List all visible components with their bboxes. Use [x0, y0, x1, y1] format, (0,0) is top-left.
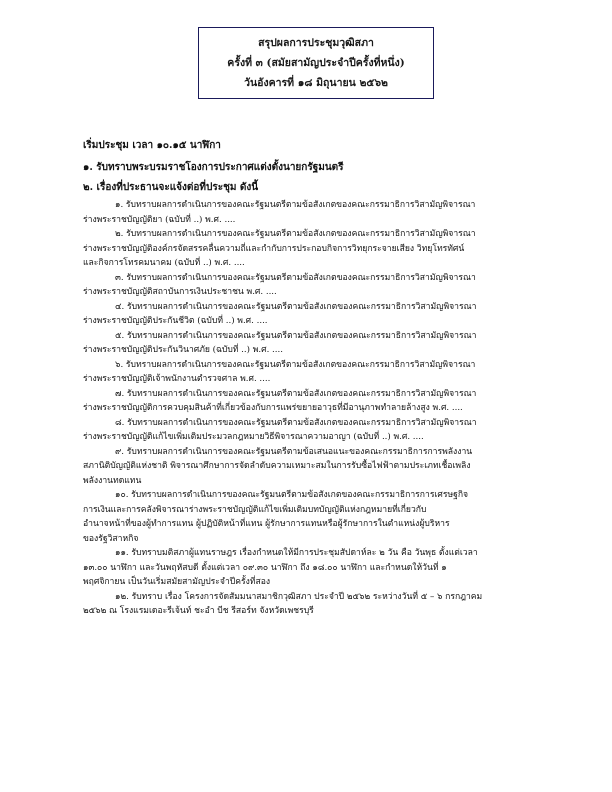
list-item: [83, 329, 533, 358]
list-item: [83, 198, 533, 227]
item-line: และกิจการโทรคมนาคม (ฉบับที่ ..) พ.ศ. ....: [83, 258, 245, 268]
item-line: ๔. รับทราบผลการดำเนินการของคณะรัฐมนตรีตามข้อสังเกตของคณะกรรมาธิการวิสามัญพิจารณา: [115, 301, 477, 312]
start-time: เริ่มประชุม เวลา ๑๐.๑๕ นาฬิกา: [83, 140, 221, 151]
item-line: ๑๓.๐๐ นาฬิกา และวันพฤหัสบดี ตั้งแต่เวลา ๐๙.๓๐ นาฬิกา ถึง ๑๘.๐๐ นาฬิกา และกำหนดให้วันที่ ๑: [83, 562, 447, 573]
item-line: ๑๐. รับทราบผลการดำเนินการของคณะรัฐมนตรีตามข้อสังเกตของคณะกรรมาธิการการเศรษฐกิจ: [115, 490, 469, 500]
section-1-heading: ๑. รับทราบพระบรมราชโองการประกาศแต่งตั้งนายกรัฐมนตรี: [83, 162, 344, 173]
list-item: [83, 488, 533, 546]
item-line: ร่างพระราชบัญญัติองค์กรจัดสรรคลื่นความถี่และกำกับการประกอบกิจการวิทยุกระจายเสียง วิทยุโทรทัศน์: [83, 243, 465, 254]
item-line: ๗. รับทราบผลการดำเนินการของคณะรัฐมนตรีตามข้อสังเกตของคณะกรรมาธิการวิสามัญพิจารณา: [115, 388, 477, 399]
list-item: [83, 358, 533, 387]
list-item: [83, 546, 533, 590]
title-line-3: วันอังคารที่ ๑๘ มิถุนายน ๒๕๖๒: [244, 77, 388, 89]
item-line: ๑๒. รับทราบ เรื่อง โครงการจัดสัมมนาสมาชิกวุฒิสภา ประจำปี ๒๕๖๒ ระหว่างวันที่ ๕ – ๖ กรกฎาคม: [115, 591, 483, 602]
list-item: [83, 416, 533, 445]
item-line: พลังงานทดแทน: [83, 475, 142, 486]
item-line: ร่างพระราชบัญญัติประกันชีวิต (ฉบับที่ ..) พ.ศ. ....: [83, 316, 268, 326]
item-line: ๖. รับทราบผลการดำเนินการของคณะรัฐมนตรีตามข้อสังเกตของคณะกรรมาธิการวิสามัญพิจารณา: [115, 359, 476, 370]
title-line-2: ครั้งที่ ๓ (สมัยสามัญประจำปีครั้งที่หนึ่ง): [227, 57, 405, 69]
item-line: ร่างพระราชบัญญัติยา (ฉบับที่ ..) พ.ศ. ....: [83, 214, 236, 225]
item-line: อำนาจหน้าที่ของผู้ทำการแทน ผู้ปฏิบัติหน้าที่แทน ผู้รักษาการแทนหรือผู้รักษาการในตำแหน่งผู้บริหาร: [83, 519, 450, 529]
list-item: [83, 590, 533, 619]
item-line: ร่างพระราชบัญญัติประกันวินาศภัย (ฉบับที่ ..) พ.ศ. ....: [83, 345, 283, 355]
item-line: ๕. รับทราบผลการดำเนินการของคณะรัฐมนตรีตามข้อสังเกตของคณะกรรมาธิการวิสามัญพิจารณา: [115, 330, 477, 341]
item-line: ของรัฐวิสาหกิจ: [83, 533, 139, 544]
title-box: [198, 27, 434, 99]
section-2-heading: ๒. เรื่องที่ประธานจะแจ้งต่อที่ประชุม ดังนี้: [83, 182, 259, 193]
item-line: ร่างพระราชบัญญัติแก้ไขเพิ่มเติมประมวลกฎหมายวิธีพิจารณาความอาญา (ฉบับที่ ..) พ.ศ. ....: [83, 432, 424, 442]
item-line: ๒. รับทราบผลการดำเนินการของคณะรัฐมนตรีตามข้อสังเกตของคณะกรรมาธิการวิสามัญพิจารณา: [115, 229, 476, 239]
item-line: ร่างพระราชบัญญัติเจ้าพนักงานตำรวจศาล พ.ศ. ....: [83, 374, 271, 384]
document-body: [83, 136, 533, 619]
item-line: การเงินและการคลังพิจารณาร่างพระราชบัญญัติแก้ไขเพิ่มเติมบทบัญญัติแห่งกฎหมายที่เกี่ยวกับ: [83, 504, 427, 515]
item-line: ๓. รับทราบผลการดำเนินการของคณะรัฐมนตรีตามข้อสังเกตของคณะกรรมาธิการวิสามัญพิจารณา: [115, 272, 476, 283]
item-line: ร่างพระราชบัญญัติการควบคุมสินค้าที่เกี่ยวข้องกับการแพร่ขยายอาวุธที่มีอานุภาพทำลายล้างสูง พ.ศ. ....: [83, 403, 463, 413]
item-list: [83, 198, 533, 619]
item-line: ๑๑. รับทราบมติสภาผู้แทนราษฎร เรื่องกำหนดให้มีการประชุมสัปดาห์ละ ๒ วัน คือ วันพุธ ตั้งแต่เวลา: [115, 548, 478, 558]
item-line: พฤศจิกายน เป็นวันเริ่มสมัยสามัญประจำปีครั้งที่สอง: [83, 577, 271, 587]
item-line: ๙. รับทราบผลการดำเนินการของคณะรัฐมนตรีตามข้อเสนอแนะของคณะกรรมาธิการการพลังงาน: [115, 446, 473, 457]
list-item: [83, 271, 533, 300]
list-item: [83, 445, 533, 489]
item-line: ๑. รับทราบผลการดำเนินการของคณะรัฐมนตรีตามข้อสังเกตของคณะกรรมาธิการวิสามัญพิจารณา: [115, 200, 476, 210]
item-line: ๒๕๖๒ ณ โรงแรมเดอะรีเจ้นท์ ชะอำ บีช รีสอร์ท จังหวัดเพชรบุรี: [83, 606, 314, 616]
list-item: [83, 300, 533, 329]
list-item: [83, 387, 533, 416]
list-item: [83, 227, 533, 271]
item-line: ๘. รับทราบผลการดำเนินการของคณะรัฐมนตรีตามข้อสังเกตของคณะกรรมาธิการวิสามัญพิจารณา: [115, 417, 477, 428]
item-line: ร่างพระราชบัญญัติสถาบันการเงินประชาชน พ.ศ. ....: [83, 287, 277, 297]
item-line: สภานิติบัญญัติแห่งชาติ พิจารณาศึกษาการจัดลำดับความเหมาะสมในการรับซื้อไฟฟ้าตามประเภทเชื้อเพลิง: [83, 461, 471, 471]
title-line-1: สรุปผลการประชุมวุฒิสภา: [258, 37, 374, 49]
